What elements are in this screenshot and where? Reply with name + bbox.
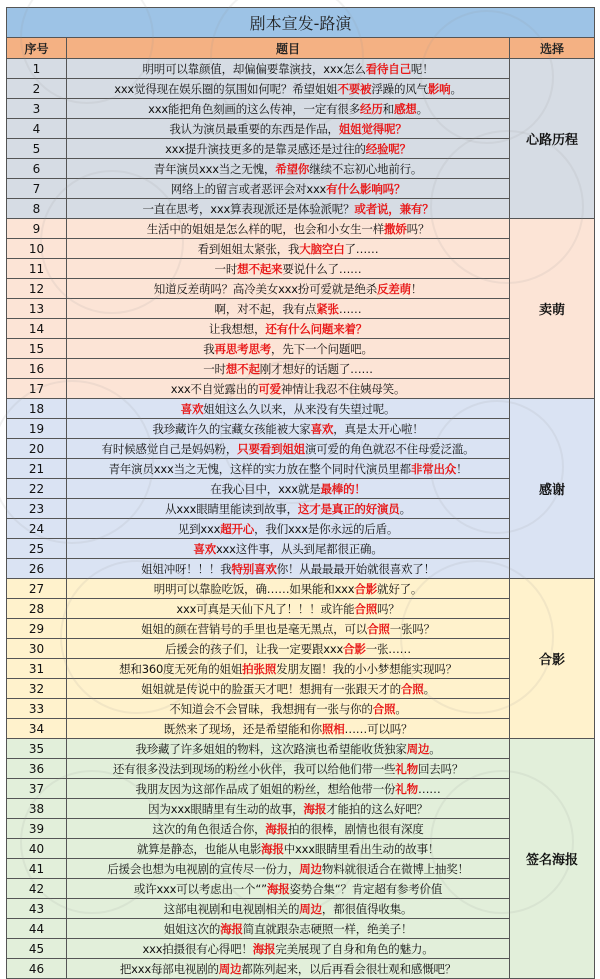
table-row [7,499,510,519]
row-topic [67,219,510,238]
topic-text: 网络上的留言或者恶评会对xxx [170,181,327,196]
topic-text: 明明可以靠颜值，却偏偏要靠演技，xxx怎么 [142,61,366,76]
row-number: 10 [7,239,67,258]
topic-text: 呢！ [410,61,434,76]
topic-text: 一直在思考，xxx算表现派还是体验派呢？ [142,201,355,216]
row-topic [67,99,510,118]
topic-text: ，真是太开心啦！ [333,421,424,436]
topic-text: 发朋友圈！我的小小梦想能实现吗？ [276,661,457,676]
highlight-text: 紧张 [316,301,339,316]
topic-text: 。 [450,81,462,96]
highlight-text: 海报 [266,881,290,896]
highlight-text: 只要看到姐姐 [237,441,305,456]
highlight-text: 合照 [372,701,396,716]
topic-text: 姐姐就是传说中的脸蛋天才吧！想拥有一张跟天才的 [141,681,401,696]
highlight-text: 周边 [218,961,242,976]
topic-text: ！ [410,281,423,296]
table-row [7,959,510,978]
highlight-text: 周边 [299,901,322,916]
highlight-text: 撒娇 [384,221,407,236]
row-number: 23 [7,499,67,518]
header-num: 序号 [7,38,67,58]
table-row [7,699,510,719]
highlight-text: 想不起 [225,361,260,376]
table-row [7,839,510,859]
highlight-text: 喜欢 [193,541,216,556]
table-row [7,479,510,499]
row-topic [67,239,510,258]
table-row [7,739,510,759]
topic-text: xxx拍摄很有心得吧！ [142,941,253,956]
topic-text: 见到xxx [177,521,221,536]
row-topic [67,559,510,578]
row-number: 4 [7,119,67,138]
row-number: 41 [7,859,67,878]
table-row [7,339,510,359]
row-number: 38 [7,799,67,818]
topic-text: 还有很多没法到现场的粉丝小伙伴，我可以给他们带一些 [112,761,396,776]
topic-text: ，我们xxx是你永远的后盾。 [254,521,399,536]
topic-text: 。 [416,101,428,116]
highlight-text: 合影 [343,641,366,656]
topic-text: xxx提升演技更多的是靠灵感还是过往的 [165,141,366,156]
row-number: 15 [7,339,67,358]
row-number: 45 [7,939,67,958]
row-topic [67,459,510,478]
topic-text: 既然来了现场，还是希望能和你 [163,721,322,736]
row-topic [67,719,510,738]
category-cell: 签名海报 [525,853,578,868]
row-number: 30 [7,639,67,658]
table-row [7,939,510,959]
section-0 [7,59,594,219]
table-row [7,319,510,339]
highlight-text: 合照 [354,601,377,616]
table-row [7,399,510,419]
row-number: 11 [7,259,67,278]
row-number: 43 [7,899,67,918]
highlight-text: 这才是真正的好演员 [297,501,400,516]
row-number: 16 [7,359,67,378]
topic-text: 从xxx眼睛里能读到故事， [165,501,298,516]
highlight-text: 影响 [427,81,451,96]
topic-text: 一张…… [365,641,411,656]
topic-text: 要说什么了…… [282,261,362,276]
row-number: 31 [7,659,67,678]
table-row [7,919,510,939]
table-row [7,759,510,779]
row-topic [67,859,510,878]
table-row [7,239,510,259]
highlight-text: 经历 [360,101,383,116]
table-row [7,779,510,799]
topic-text: 。 [399,501,411,516]
highlight-text: 周边 [299,861,322,876]
topic-text: 。 [395,701,407,716]
table-row [7,559,510,578]
table-row [7,299,510,319]
highlight-text: 礼物 [395,761,418,776]
row-topic [67,279,510,298]
row-topic [67,939,510,958]
row-number: 21 [7,459,67,478]
topic-text: 这次的角色很适合你， [152,821,266,836]
table-row [7,599,510,619]
highlight-text: 海报 [261,841,284,856]
table-row [7,799,510,819]
row-number: 1 [7,59,67,78]
topic-text: 演可爱的角色就忍不住母爱泛滥。 [304,441,475,456]
highlight-text: 海报 [265,821,288,836]
table-row [7,219,510,239]
topic-text: 吗？ [406,221,430,236]
topic-text: 我珍藏许久的宝藏女孩能被大家 [152,421,311,436]
topic-text: 后援会也想为电视剧的宣传尽一份力， [107,861,300,876]
table-row [7,719,510,738]
row-topic [67,299,510,318]
topic-text: …… [338,301,362,316]
topic-text: ……可以吗？ [344,721,413,736]
header-category: 选择 [539,41,564,56]
row-number: 34 [7,719,67,738]
row-number: 40 [7,839,67,858]
topic-text: 知道反差萌吗？高冷美女xxx扮可爱就是绝杀 [153,281,377,296]
row-topic [67,699,510,718]
topic-text: 把xxx每部电视剧的 [119,961,219,976]
highlight-text: 周边 [406,741,430,756]
table-row [7,99,510,119]
row-topic [67,259,510,278]
highlight-text: 合照 [400,681,424,696]
row-number: 14 [7,319,67,338]
topic-text: 姐姐这么久以来，从来没有失望过呢。 [203,401,396,416]
category-cell: 卖萌 [538,303,565,318]
row-number: 22 [7,479,67,498]
topic-text: 就算是静态，也能从电影 [136,841,262,856]
topic-text: 不知道会不会冒昧，我想拥有一张与你的 [169,701,373,716]
topic-text: 都陈列起来，以后再看会很壮观和感慨吧？ [241,961,457,976]
topic-text: ！ [456,461,468,476]
table-row [7,459,510,479]
row-topic [67,379,510,398]
row-number: 2 [7,79,67,98]
row-number: 25 [7,539,67,558]
script-table [6,7,595,979]
row-topic [67,439,510,458]
highlight-text: 照相 [321,721,345,736]
table-row [7,139,510,159]
topic-text: 拍的很棒，剧情也很有深度 [288,821,424,836]
highlight-text: 合影 [354,581,378,596]
highlight-text: 反差萌 [377,281,411,296]
table-row [7,59,510,79]
row-topic [67,639,510,658]
topic-text: 在我心目中，xxx就是 [210,481,321,496]
topic-text: 想和360度无死角的姐姐 [119,661,243,676]
row-topic [67,79,510,98]
table-row [7,359,510,379]
topic-text: 青年演员xxx当之无愧， [153,161,276,176]
topic-text: 回去吗？ [417,761,464,776]
row-number: 44 [7,919,67,938]
highlight-text: 或者说，兼有？ [354,201,434,216]
table-row [7,639,510,659]
highlight-text: 不要被 [337,81,372,96]
highlight-text: 最棒的！ [320,481,366,496]
table-row [7,619,510,639]
row-number: 33 [7,699,67,718]
row-topic [67,839,510,858]
topic-text: 这部电视剧和电视剧相关的 [163,901,300,916]
highlight-text: 超开心 [220,521,255,536]
row-topic [67,919,510,938]
row-topic [67,59,510,78]
row-number: 18 [7,399,67,418]
row-topic [67,479,510,498]
row-topic [67,139,510,158]
topic-text: 或许xxx可以考虑出一个“” [133,881,267,896]
topic-text: 我认为演员最重要的东西是作品， [169,121,339,136]
row-topic [67,539,510,558]
topic-text: 一时 [203,361,226,376]
topic-text: 吗？ [377,601,400,616]
row-topic [67,579,510,598]
table-title: 剧本宣发-路演 [7,8,594,38]
table-row [7,379,510,398]
topic-text: 我珍藏了许多姐姐的物料，这次路演也希望能收货独家 [135,741,407,756]
topic-text: 看到姐姐太紧张，我 [197,241,300,256]
row-number: 20 [7,439,67,458]
topic-text: xxx可真是天仙下凡了！！！或许能 [176,601,355,616]
topic-text: 因为xxx眼睛里有生动的故事， [148,801,304,816]
category-cell: 心路历程 [525,133,578,148]
row-number: 27 [7,579,67,598]
table-row [7,539,510,559]
topic-text: 简直就跟杂志硬照一样，绝美子！ [242,921,413,936]
table-row [7,259,510,279]
row-topic [67,619,510,638]
topic-text: ，先下一个问题吧。 [271,341,373,356]
row-topic [67,659,510,678]
topic-text: 才能拍的这么好吧？ [326,801,428,816]
topic-text: 后援会的孩子们，让我一定要跟xxx [165,641,344,656]
section-2 [7,399,594,579]
highlight-text: 海报 [303,801,327,816]
row-number: 7 [7,179,67,198]
highlight-text: 海报 [220,921,243,936]
topic-text: 你！从最最最开始就很喜欢了！ [276,561,435,576]
topic-text: 神情让我忍不住姨母笑。 [280,381,406,396]
section-4 [7,739,594,978]
highlight-text: 喜欢 [180,401,204,416]
highlight-text: 姐姐觉得呢？ [338,121,407,136]
highlight-text: 看待自己 [365,61,411,76]
row-number: 26 [7,559,67,578]
row-number: 3 [7,99,67,118]
highlight-text: 有什么影响吗？ [326,181,406,196]
table-row [7,419,510,439]
row-topic [67,319,510,338]
topic-text: 姿势合集“？肯定超有参考价值 [289,881,443,896]
topic-text: xxx不自觉露出的 [170,381,259,396]
topic-text: 刚才想好的话题了…… [259,361,373,376]
table-row [7,179,510,199]
topic-text: xxx能把角色刻画的这么传神，一定有很多 [148,101,361,116]
row-number: 6 [7,159,67,178]
row-number: 12 [7,279,67,298]
row-topic [67,339,510,358]
row-number: 46 [7,959,67,978]
row-number: 32 [7,679,67,698]
row-topic [67,179,510,198]
row-number: 36 [7,759,67,778]
topic-text: 姐姐冲呀！！！我 [141,561,232,576]
highlight-text: 非常出众 [410,461,457,476]
table-row [7,659,510,679]
row-number: 29 [7,619,67,638]
table-row [7,79,510,99]
row-topic [67,879,510,898]
topic-text: …… [417,781,441,796]
topic-text: 。 [429,741,441,756]
topic-text: 姐姐这次的 [163,921,221,936]
row-topic [67,159,510,178]
highlight-text: 礼物 [395,781,418,796]
topic-text: 物料就很适合在微博上抽奖！ [321,861,469,876]
highlight-text: 希望你 [275,161,310,176]
row-topic [67,799,510,818]
row-number: 28 [7,599,67,618]
row-topic [67,499,510,518]
row-topic [67,819,510,838]
row-number: 37 [7,779,67,798]
table-row [7,199,510,218]
row-topic [67,119,510,138]
section-1 [7,219,594,399]
topic-text: 姐姐的颜在营销号的手里也是毫无黑点，可以 [141,621,368,636]
row-number: 8 [7,199,67,218]
topic-text: 有时候感觉自己是妈妈粉， [101,441,238,456]
highlight-text: 喜欢 [310,421,334,436]
table-row [7,879,510,899]
category-cell: 感谢 [538,483,565,498]
header-topic: 题目 [67,38,510,58]
row-topic [67,519,510,538]
topic-text: 让我想想， [208,321,266,336]
table-row [7,899,510,919]
topic-text: 就好了。 [377,581,423,596]
row-topic [67,399,510,418]
category-cell: 合影 [538,653,565,668]
highlight-text: 合照 [367,621,390,636]
table-row [7,279,510,299]
topic-text: 我朋友因为这部作品成了姐姐的粉丝，想给他带一份 [135,781,396,796]
row-number: 35 [7,739,67,758]
topic-text: 继续不忘初心地前行。 [309,161,423,176]
highlight-text: 特别喜欢 [231,561,277,576]
topic-text: 了…… [344,241,379,256]
highlight-text: 海报 [252,941,276,956]
row-topic [67,419,510,438]
row-topic [67,199,510,218]
topic-text: 浮躁的风气 [371,81,428,96]
header-row [7,38,594,59]
table-row [7,519,510,539]
topic-text: xxx这件事，从头到尾都很正确。 [215,541,383,556]
row-number: 24 [7,519,67,538]
topic-text: 啊，对不起，我有点 [214,301,317,316]
row-number: 17 [7,379,67,398]
highlight-text: 经验呢？ [365,141,411,156]
table-row [7,159,510,179]
row-topic [67,759,510,778]
table-row [7,679,510,699]
topic-text: 一时 [214,261,238,276]
highlight-text: 还有什么问题来着？ [265,321,368,336]
row-number: 9 [7,219,67,238]
row-topic [67,359,510,378]
topic-text: 。 [423,681,435,696]
topic-text: 和 [382,101,394,116]
topic-text: 中xxx眼睛里看出生动的故事！ [283,841,440,856]
highlight-text: 拍张照 [242,661,277,676]
topic-text: 明明可以靠脸吃饭，确……如果能和xxx [153,581,355,596]
section-3 [7,579,594,739]
table-row [7,579,510,599]
topic-text: 完美展现了自身和角色的魅力。 [275,941,434,956]
row-number: 5 [7,139,67,158]
topic-text: 一张吗？ [389,621,435,636]
table-row [7,439,510,459]
topic-text: 我 [203,341,215,356]
row-number: 39 [7,819,67,838]
table-body [7,59,594,978]
row-topic [67,779,510,798]
topic-text: xxx觉得现在娱乐圈的氛围如何呢？希望姐姐 [114,81,338,96]
row-number: 42 [7,879,67,898]
highlight-text: 想不起来 [237,261,283,276]
highlight-text: 大脑空白 [299,241,345,256]
topic-text: 青年演员xxx当之无愧，这样的实力放在整个同时代演员里都 [108,461,411,476]
table-row [7,819,510,839]
row-topic [67,959,510,978]
highlight-text: 可爱 [258,381,281,396]
table-row [7,859,510,879]
topic-text: 生活中的姐姐是怎么样的呢，也会和小女生一样 [146,221,385,236]
topic-text: ，都很值得收集。 [321,901,413,916]
row-number: 19 [7,419,67,438]
row-number: 13 [7,299,67,318]
row-topic [67,899,510,918]
row-topic [67,679,510,698]
row-topic [67,739,510,758]
row-topic [67,599,510,618]
highlight-text: 再思考思考 [214,341,272,356]
highlight-text: 感想 [393,101,417,116]
table-row [7,119,510,139]
